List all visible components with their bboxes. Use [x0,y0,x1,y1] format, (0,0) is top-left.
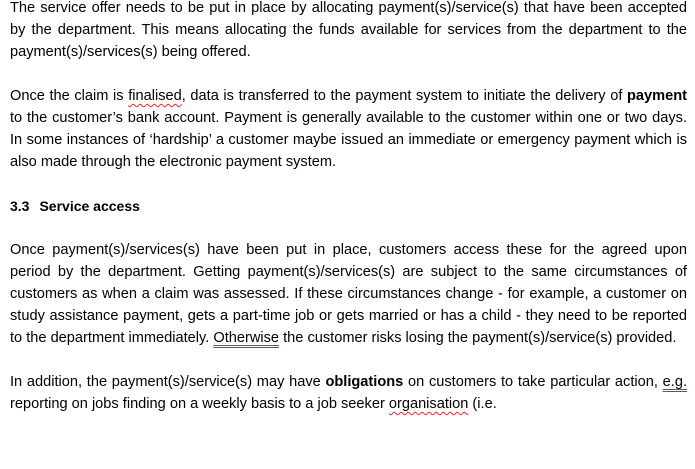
paragraph-text: The service offer needs to be put in place by allocating payment(s)/service(s) that have been accepted by the department. This means allocating the funds available for services from the department to the payment(s)/services(s) being offered. [10,0,687,60]
paragraph-claim-finalised [10,85,687,173]
bold-word: obligations [325,374,404,390]
section-heading [10,195,687,217]
text-run: Once the claim is [10,88,129,104]
paragraph-obligations [10,371,687,415]
grammar-flagged-word[interactable]: Otherwise [213,330,280,346]
document-body [10,0,687,415]
spelling-flagged-word[interactable]: organisation [388,396,469,412]
section-number: 3.3 [10,198,30,214]
paragraph-gap [10,63,687,85]
bold-word: payment [626,88,687,104]
paragraph-gap [10,173,687,195]
text-run: the customer risks losing the payment(s)/service(s) provided. [279,330,677,346]
text-run: reporting on jobs finding on a weekly basis to a job seeker [10,396,389,412]
spelling-flagged-word[interactable]: finalised [128,88,182,104]
text-run: (i.e. [468,396,497,412]
text-run: on customers to take particular action, [403,374,663,390]
text-run: In addition, the payment(s)/service(s) may have [10,374,326,390]
paragraph-gap [10,349,687,371]
paragraph-service-access [10,239,687,349]
text-run: to the customer’s bank account. Payment is generally available to the customer within one or two days. In some instances of ‘hardship’ a customer maybe issued an immediate or emergency payment which is also made through the electronic payment system. [10,110,687,170]
paragraph-gap [10,217,687,239]
section-title: Service access [39,198,140,214]
text-run: , data is transferred to the payment system to initiate the delivery of [181,88,627,104]
grammar-flagged-abbreviation[interactable]: e.g. [662,374,687,390]
paragraph-service-offer [10,0,687,63]
text-run: Once payment(s)/services(s) have been put in place, customers access these for the agreed upon period by the department. Getting payment(s)/services(s) are subject to the same circumstances of customers as when a claim was assessed. If these circumstances change - for example, a customer on study assistance payment, gets a part-time job or gets married or has a child - they need to be reported to the department immediately. [10,242,687,346]
